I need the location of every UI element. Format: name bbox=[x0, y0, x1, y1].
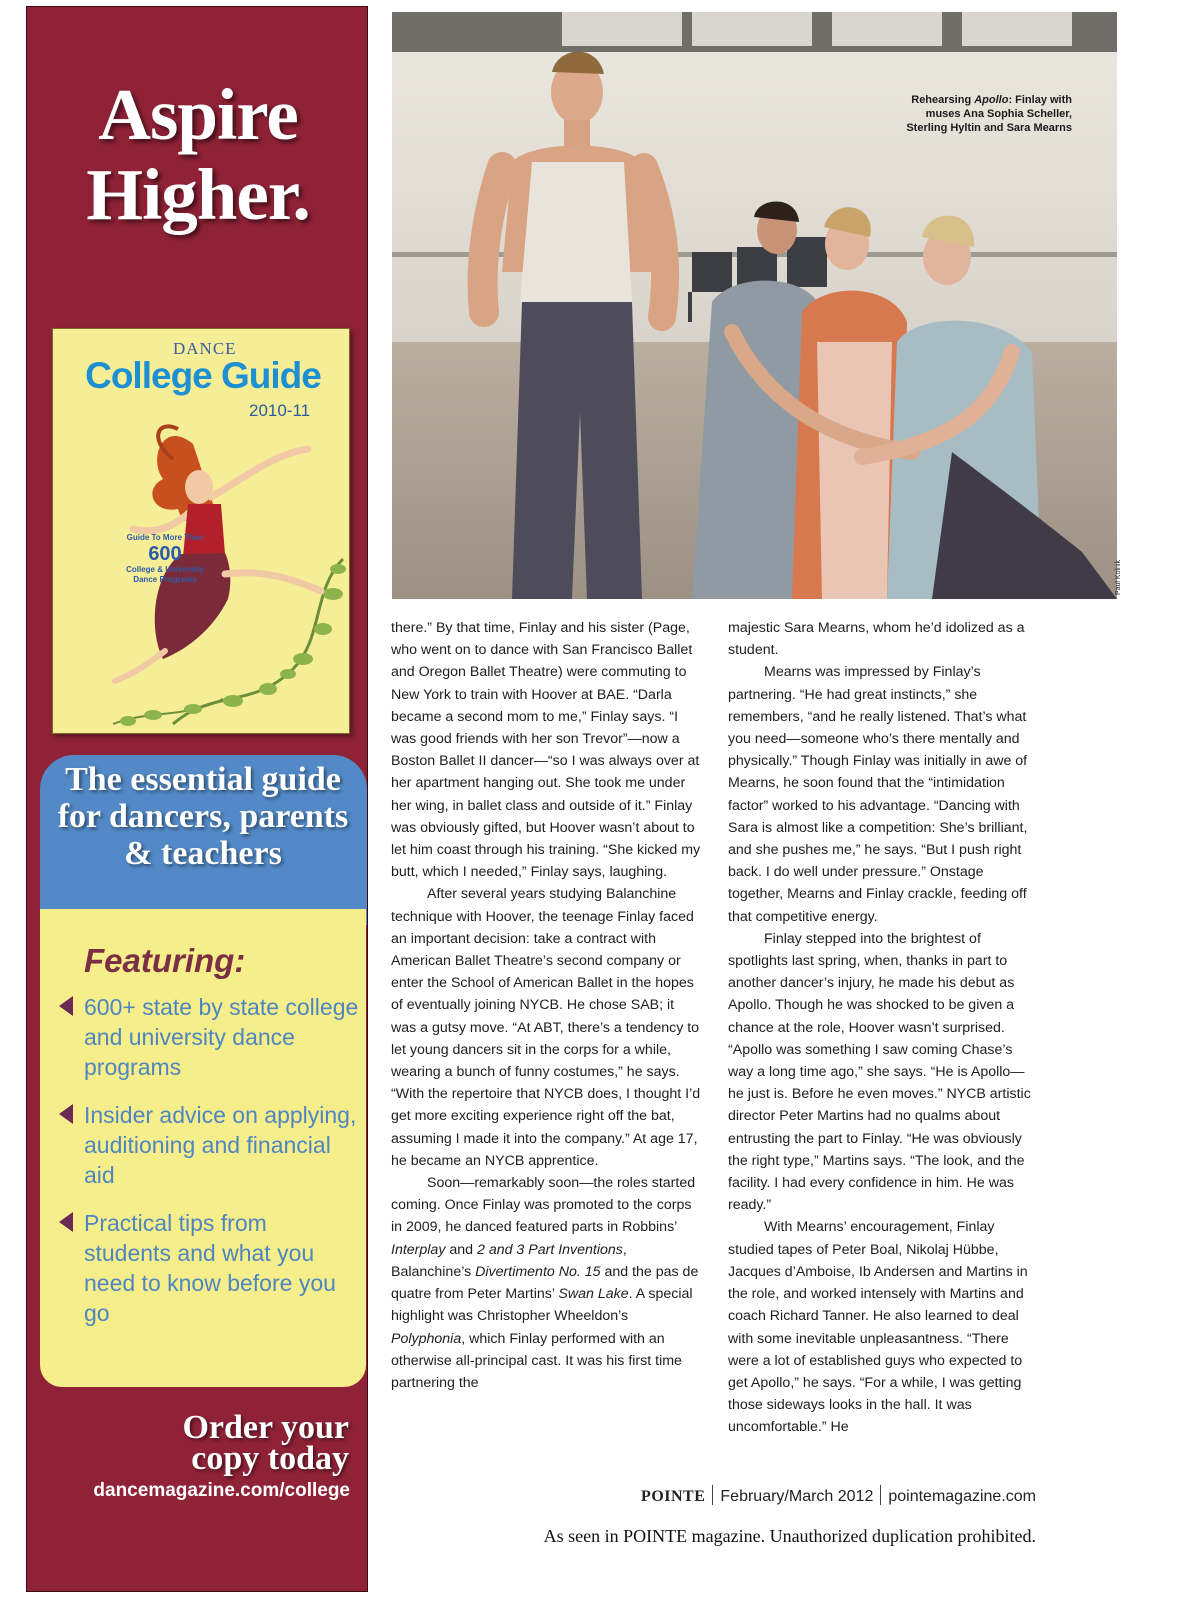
ad-headline bbox=[27, 75, 369, 235]
article-column-left bbox=[391, 617, 703, 1394]
ad-tagline: The essential guide for dancers, parents & teachers bbox=[57, 761, 349, 872]
article-paragraph: Mearns was impressed by Finlay’s partnering. “He had great instincts,” she remembers, “and he really listened. That’s what you need—someone who’s there mentally and physically.” Though Finlay was initially in awe of Mearns, he soon found that the “intimidation factor” worked to his advantage. “Dancing with Sara is almost like a competition: She’s brilliant, and she pushes me,” he says. “But I push right back. I do well under pressure.” Onstage together, Mearns and Finlay crackle, feeding off that competitive energy. bbox=[728, 664, 1028, 925]
footer-divider bbox=[712, 1485, 713, 1505]
cover-blurb-number: 600 bbox=[148, 543, 182, 565]
order-line2: copy today bbox=[191, 1440, 349, 1477]
article-column-right bbox=[728, 617, 1040, 1439]
ad-headline-line2: Higher. bbox=[86, 154, 310, 235]
footer-brand: POINTE bbox=[641, 1488, 706, 1505]
work-title: Interplay bbox=[391, 1241, 446, 1258]
feature-text: 600+ state by state college and university dance programs bbox=[84, 994, 359, 1080]
feature-item bbox=[59, 1208, 359, 1328]
text-run: and bbox=[445, 1241, 477, 1258]
order-cta[interactable] bbox=[47, 1409, 349, 1477]
work-title: 2 and 3 Part Inventions bbox=[476, 1241, 623, 1258]
feature-text: Practical tips from students and what you need to know before you go bbox=[84, 1210, 336, 1326]
arrow-left-icon bbox=[59, 1104, 73, 1124]
text-run: , which Finlay performed with an otherwise all-principal cast. It was his first time partnering the bbox=[391, 1330, 682, 1391]
text-run: and the pas de quatre from Peter Martins’ bbox=[391, 1263, 699, 1303]
footer-divider bbox=[880, 1485, 881, 1505]
text-run: , Balanchine’s bbox=[391, 1241, 627, 1280]
college-guide-cover bbox=[52, 328, 350, 734]
work-title: Divertimento No. 15 bbox=[475, 1263, 601, 1280]
footer-url[interactable]: pointemagazine.com bbox=[888, 1488, 1036, 1505]
feature-text: Insider advice on applying, auditioning and financial aid bbox=[84, 1102, 357, 1188]
photo-caption-pre: Rehearsing bbox=[911, 94, 975, 106]
cover-blurb-top: Guide To More Than bbox=[126, 533, 204, 542]
article-paragraph: Finlay stepped into the brightest of spotlights last spring, when, thanks in part to another dancer’s injury, he made his debut as Apollo. Though he was shocked to be given a chance at the role, Hoover wasn’t surprised. “Apollo was something I saw coming Chase’s way a long time ago,” she says. “He is Apollo—he just is. Before he even moves.” NYCB artistic director Peter Martins had no qualms about entrusting the part to Finlay. “He was obviously the right type,” Martins says. “The look, and the facility. I had every confidence in him. He was ready.” bbox=[728, 930, 1031, 1214]
order-url-link[interactable]: dancemagazine.com/college bbox=[93, 1480, 350, 1501]
article-paragraph: With Mearns’ encouragement, Finlay studied tapes of Peter Boal, Nikolaj Hübbe, Jacques d’Amboise, Ib Andersen and Martins in the role, and worked intensely with Martins and coach Richard Tanner. He also learned to deal with some inevitable unpleasantness. “There were a lot of established guys who expected to get Apollo,” he says. “For a while, I was getting those sideways looks in the hall. It was uncomfortable.” He bbox=[728, 1219, 1028, 1436]
featuring-label: Featuring: bbox=[84, 942, 246, 979]
cover-title: College Guide bbox=[85, 355, 321, 396]
ad-headline-line1: Aspire bbox=[98, 74, 298, 155]
cover-magazine-name: DANCE bbox=[173, 339, 237, 358]
text-run: Soon—remarkably soon—the roles started coming. Once Finlay was promoted to the corps in 2009, he danced featured parts in Robbins’ bbox=[391, 1175, 696, 1236]
arrow-left-icon bbox=[59, 1212, 73, 1232]
work-title: Swan Lake bbox=[558, 1286, 629, 1303]
feature-item bbox=[59, 992, 359, 1082]
photo-caption bbox=[892, 93, 1072, 135]
page-footer bbox=[536, 1485, 1036, 1506]
copyright-notice: As seen in POINTE magazine. Unauthorized duplication prohibited. bbox=[543, 1526, 1036, 1546]
cover-blurb-bottom: College & University Dance Programs bbox=[126, 565, 204, 584]
cover-year: 2010-11 bbox=[249, 401, 311, 420]
college-guide-ad[interactable] bbox=[26, 6, 368, 1592]
cover-blurb bbox=[115, 533, 215, 585]
text-run: . A special highlight was Christopher Wheeldon’s bbox=[391, 1286, 693, 1325]
arrow-left-icon bbox=[59, 996, 73, 1016]
photo-credit: Paul Kolnik bbox=[1115, 560, 1122, 596]
article-paragraph: After several years studying Balanchine technique with Hoover, the teenage Finlay faced an important decision: take a contract with American Ballet Theatre’s second company or enter the School of American Ballet in the hopes of eventually joining NYCB. He chose SAB; it was a gutsy move. “At ABT, there’s a tendency to let young dancers sit in the corps for a while, wearing a bunch of funny costumes,” he says. “With the repertoire that NYCB does, I thought I’d get more exciting experience right off the bat, assuming I made it into the company.” At age 17, he became an NYCB apprentice. bbox=[391, 886, 701, 1169]
feature-item bbox=[59, 1100, 359, 1190]
order-line1: Order your bbox=[182, 1409, 349, 1446]
article-paragraph bbox=[391, 1172, 703, 1394]
photo-caption-title: Apollo bbox=[974, 94, 1009, 106]
photo-caption-post: : Finlay with muses Ana Sophia Scheller, Sterling Hyltin and Sara Mearns bbox=[906, 94, 1072, 134]
article-paragraph: majestic Sara Mearns, whom he’d idolized as a student. bbox=[728, 620, 1025, 659]
feature-list bbox=[59, 992, 359, 1346]
footer-issue: February/March 2012 bbox=[720, 1488, 874, 1505]
rehearsal-photo bbox=[392, 12, 1122, 599]
work-title: Polyphonia bbox=[391, 1330, 462, 1347]
article-paragraph: there.” By that time, Finlay and his sister (Page, who went on to dance with San Francisco Ballet and Oregon Ballet Theatre) were commuting to New York to train with Hoover at BAE. “Darla became a second mom to me,” Finlay says. “I was good friends with her son Trevor”—now a Boston Ballet II dancer—“so I was always over at her apartment hanging out. She took me under her wing, in ballet class and outside of it.” Finlay was obviously gifted, but Hoover wasn’t about to let him coast through his training. “She kicked my butt, which I needed,” Finlay says, laughing. bbox=[391, 620, 701, 881]
